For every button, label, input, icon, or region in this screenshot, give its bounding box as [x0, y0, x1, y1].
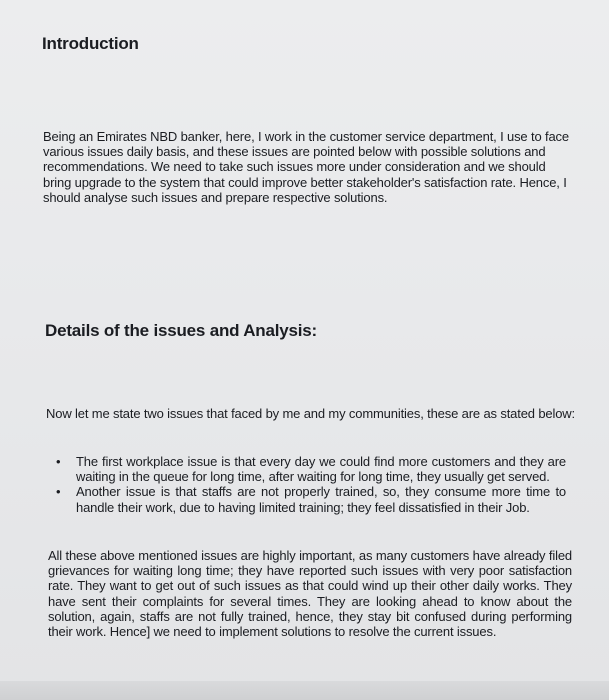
issues-list — [54, 454, 566, 515]
list-item — [54, 484, 566, 514]
details-heading: Details of the issues and Analysis: — [45, 321, 318, 340]
closing-paragraph: All these above mentioned issues are highly important, as many customers have already filed grievances for waiting long time; they have reported such issues with very poor satisfaction rate. They want to get out of such issues as that could wind up their other daily works. They have sent their complaints for several times. They are looking ahead to know about the solution, again, staffs are not fully trained, hence, they stay bit confused during performing their work. Hence] we need to implement solutions to resolve the current issues. — [48, 548, 572, 640]
introduction-heading: Introduction — [42, 34, 139, 53]
introduction-paragraph: Being an Emirates NBD banker, here, I work in the customer service department, I use to face various issues daily basis, and these issues are pointed below with possible solutions and recommendations. We need to take such issues more under consideration and we should bring upgrade to the system that could improve better stakeholder's satisfaction rate. Hence, I should analyse such issues and prepare respective solutions. — [43, 129, 569, 205]
page-bottom-shadow — [0, 681, 609, 700]
list-item — [54, 454, 566, 484]
bullet-icon: • — [56, 454, 61, 469]
bullet-icon: • — [56, 484, 61, 500]
issue-text: Another issue is that staffs are not properly trained, so, they consume more time to handle their work, due to having limited training; they feel dissatisfied in their Job. — [76, 484, 566, 515]
details-intro-paragraph: Now let me state two issues that faced by me and my communities, these are as stated below: — [46, 406, 575, 421]
issue-text: The first workplace issue is that every day we could find more customers and they are waiting in the queue for long time, after waiting for long time, they usually get served. — [76, 454, 566, 485]
